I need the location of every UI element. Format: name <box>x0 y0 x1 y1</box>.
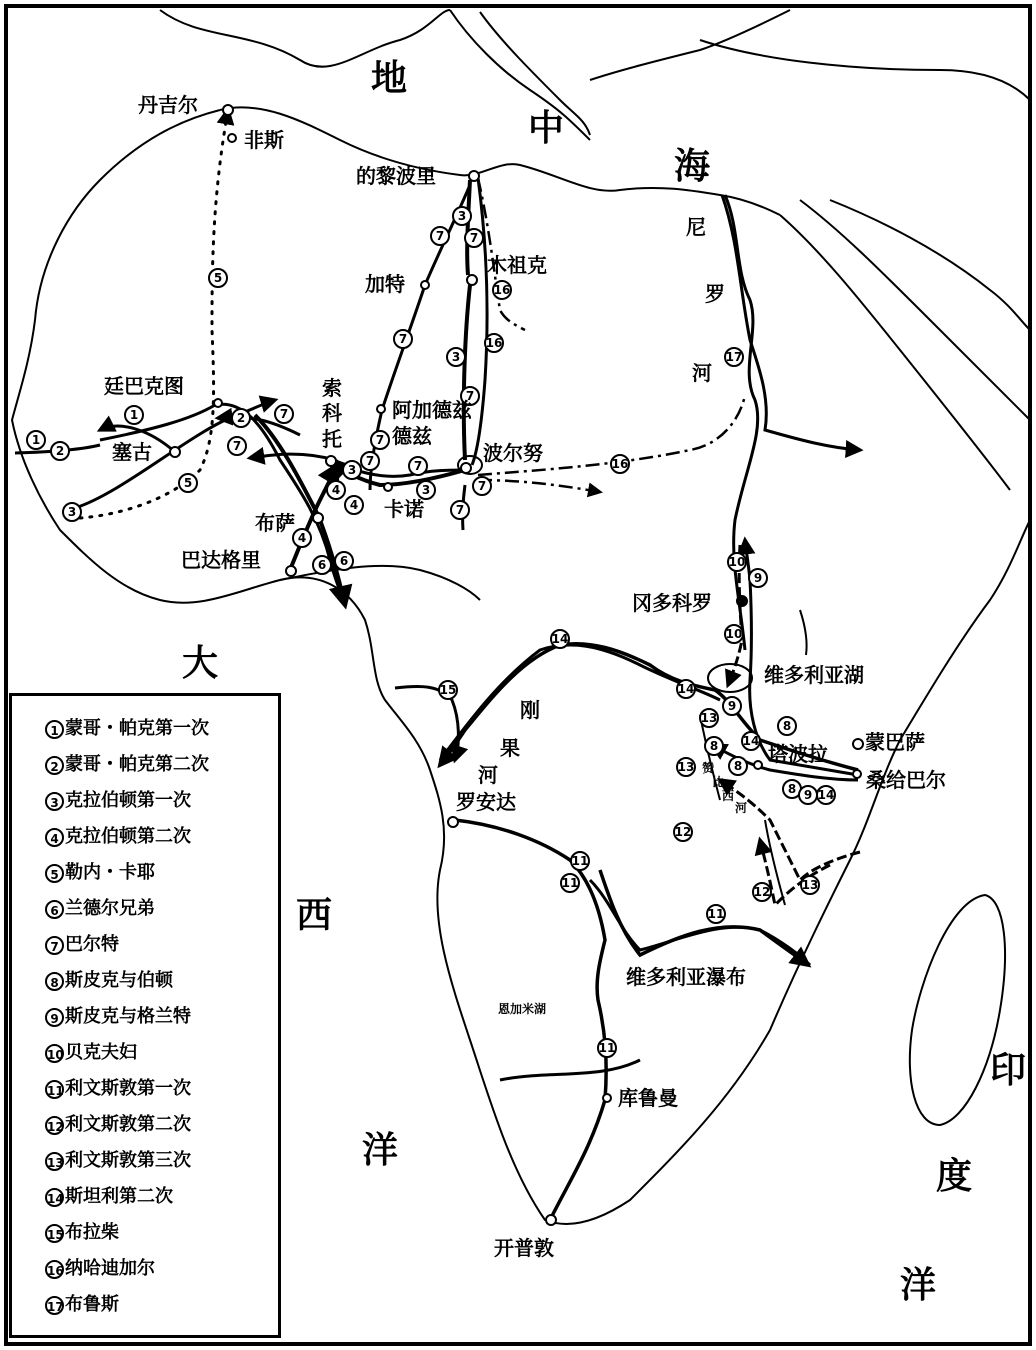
legend-item-label: 兰德尔兄弟 <box>65 898 155 919</box>
legend-item-number: 3 <box>45 792 64 811</box>
legend-item-number: 1 <box>45 720 64 739</box>
legend-item-label: 勒内・卡耶 <box>65 862 155 883</box>
legend-item-number: 13 <box>45 1152 64 1171</box>
route-11-livingstone <box>455 820 808 1220</box>
place-label-bussa: 布萨 <box>255 511 295 535</box>
place-label-tabora: 塔波拉 <box>768 742 828 766</box>
route-marker <box>361 452 379 470</box>
legend-item-label: 利文斯敦第二次 <box>65 1114 191 1135</box>
legend-item <box>45 1290 119 1316</box>
luanda-marker <box>448 817 458 827</box>
svg-text:7: 7 <box>279 407 289 421</box>
route-marker <box>431 227 449 245</box>
svg-text:16: 16 <box>485 336 503 350</box>
legend-item <box>45 1254 155 1280</box>
place-label-kano: 卡诺 <box>384 497 424 521</box>
route-marker <box>465 229 483 247</box>
svg-text:7: 7 <box>477 479 487 493</box>
cape-town-marker <box>546 1215 556 1225</box>
bornu-marker <box>461 463 471 473</box>
gondokoro-marker <box>737 596 747 606</box>
place-label-timbuktu: 廷巴克图 <box>104 374 184 398</box>
kano-marker <box>384 483 392 491</box>
sea-label-atlantic: 大 <box>182 643 219 684</box>
bussa-marker <box>313 513 323 523</box>
place-label-luanda: 罗安达 <box>456 790 516 814</box>
legend-item-label: 利文斯敦第三次 <box>65 1150 191 1171</box>
route-marker <box>674 823 692 841</box>
route-marker <box>753 883 771 901</box>
svg-text:11: 11 <box>561 876 579 890</box>
legend-item-label: 利文斯敦第一次 <box>65 1078 191 1099</box>
route-marker <box>451 501 469 519</box>
place-label-badagry: 巴达格里 <box>181 548 261 572</box>
svg-text:8: 8 <box>787 782 797 796</box>
place-label-sokoto: 科 <box>322 401 342 425</box>
route-5-caillie <box>80 110 228 518</box>
route-7-barth <box>250 178 487 490</box>
europe-coast <box>160 10 790 140</box>
legend-item-number: 16 <box>45 1260 64 1279</box>
legend-item-label: 布拉柴 <box>65 1222 119 1243</box>
svg-text:7: 7 <box>375 433 385 447</box>
legend-item-number: 14 <box>45 1188 64 1207</box>
svg-text:3: 3 <box>67 505 77 519</box>
place-label-cape-town: 开普敦 <box>494 1236 554 1260</box>
place-label-ghat: 加特 <box>365 272 405 296</box>
sea-label-atlantic: 西 <box>296 895 333 936</box>
sea-label-atlantic: 洋 <box>362 1130 399 1171</box>
route-marker <box>801 876 819 894</box>
route-marker <box>371 431 389 449</box>
place-label-tripoli: 的黎波里 <box>356 164 436 188</box>
svg-text:7: 7 <box>469 231 479 245</box>
route-marker <box>293 529 311 547</box>
route-marker <box>343 461 361 479</box>
route-marker <box>447 348 465 366</box>
route-marker <box>453 207 471 225</box>
svg-text:14: 14 <box>677 682 695 696</box>
tripoli-marker <box>469 171 479 181</box>
route-marker <box>728 553 746 571</box>
sea-label-mediterranean: 地 <box>371 58 408 99</box>
sokoto-marker <box>326 456 336 466</box>
route-marker <box>179 474 197 492</box>
fez-marker <box>228 134 236 142</box>
svg-text:14: 14 <box>817 788 835 802</box>
route-marker <box>571 852 589 870</box>
svg-text:4: 4 <box>331 483 341 497</box>
congo-river <box>440 645 720 760</box>
river-label-zambezi: 河 <box>735 801 748 815</box>
legend-item-label: 蒙哥・帕克第一次 <box>65 718 209 739</box>
gulf-coast <box>280 566 480 600</box>
legend-item <box>45 1218 119 1244</box>
legend-item-number: 10 <box>45 1044 64 1063</box>
red-sea <box>780 200 1030 490</box>
route-marker <box>51 442 69 460</box>
place-label-segou: 塞古 <box>112 440 152 464</box>
river-label-nile: 河 <box>692 361 712 385</box>
legend-item-label: 蒙哥・帕克第二次 <box>65 754 209 775</box>
svg-text:16: 16 <box>611 457 629 471</box>
zanzibar-marker <box>853 770 861 778</box>
svg-text:7: 7 <box>365 454 375 468</box>
svg-text:10: 10 <box>725 627 743 641</box>
legend-item-number: 6 <box>45 900 64 919</box>
legend-item-label: 克拉伯顿第二次 <box>65 826 191 847</box>
orange-river <box>500 1060 640 1080</box>
route-marker <box>439 681 457 699</box>
route-marker <box>228 437 246 455</box>
place-label-kuruman: 库鲁曼 <box>618 1086 678 1110</box>
route-marker <box>551 630 569 648</box>
route-marker <box>232 409 250 427</box>
svg-text:9: 9 <box>803 788 813 802</box>
place-label-sokoto: 索 <box>322 376 342 400</box>
legend-item-label: 斯皮克与伯顿 <box>65 970 173 991</box>
sea-label-indian: 度 <box>936 1156 973 1197</box>
route-marker <box>27 431 45 449</box>
timbuktu-marker <box>214 399 222 407</box>
arabia <box>830 200 1030 330</box>
river-label-nile: 罗 <box>705 282 725 306</box>
route-marker <box>725 625 743 643</box>
route-marker <box>493 281 511 299</box>
legend-item-number: 17 <box>45 1296 64 1315</box>
svg-text:3: 3 <box>451 350 461 364</box>
svg-text:16: 16 <box>493 283 511 297</box>
legend-item-number: 2 <box>45 756 64 775</box>
svg-text:14: 14 <box>742 734 760 748</box>
legend <box>9 693 281 1338</box>
route-marker <box>817 786 835 804</box>
place-label-tangier: 丹吉尔 <box>138 93 198 117</box>
svg-text:8: 8 <box>782 719 792 733</box>
place-label-bornu: 波尔努 <box>483 441 543 465</box>
route-marker <box>598 1039 616 1057</box>
route-marker <box>707 905 725 923</box>
route-marker <box>723 697 741 715</box>
legend-item-label: 斯坦利第二次 <box>65 1186 173 1207</box>
svg-text:1: 1 <box>31 433 41 447</box>
legend-item <box>45 714 209 740</box>
river-label-zambezi: 西 <box>722 789 735 803</box>
sea-label-mediterranean: 海 <box>674 146 711 187</box>
svg-text:3: 3 <box>347 463 357 477</box>
legend-item-number: 9 <box>45 1008 64 1027</box>
legend-item-label: 斯皮克与格兰特 <box>65 1006 191 1027</box>
route-marker <box>394 330 412 348</box>
place-label-agadez-2: 德兹 <box>392 424 432 448</box>
murzuk-marker <box>467 275 477 285</box>
svg-text:8: 8 <box>733 759 743 773</box>
svg-text:9: 9 <box>753 571 763 585</box>
svg-text:9: 9 <box>727 699 737 713</box>
mombasa-marker <box>853 739 863 749</box>
route-marker <box>611 455 629 473</box>
legend-item-number: 7 <box>45 936 64 955</box>
svg-text:14: 14 <box>551 632 569 646</box>
river-label-congo: 果 <box>500 736 520 760</box>
svg-text:5: 5 <box>183 476 193 490</box>
svg-text:7: 7 <box>465 389 475 403</box>
route-marker <box>778 717 796 735</box>
legend-item-label: 克拉伯顿第一次 <box>65 790 191 811</box>
legend-item <box>45 1074 191 1100</box>
svg-text:17: 17 <box>725 350 743 364</box>
legend-item <box>45 1146 191 1172</box>
place-label-fez: 非斯 <box>244 128 284 152</box>
svg-text:13: 13 <box>801 878 819 892</box>
legend-item-number: 12 <box>45 1116 64 1135</box>
anatolia <box>700 40 1030 100</box>
route-marker <box>63 503 81 521</box>
route-marker <box>677 680 695 698</box>
legend-item-label: 布鲁斯 <box>65 1294 119 1315</box>
sea-label-indian: 洋 <box>900 1265 937 1306</box>
legend-item <box>45 750 209 776</box>
river-label-zambezi: 赞 <box>702 761 715 775</box>
legend-item-number: 5 <box>45 864 64 883</box>
river-label-congo: 刚 <box>520 698 540 722</box>
svg-text:8: 8 <box>709 739 719 753</box>
river-label-zambezi: 比 <box>712 775 725 789</box>
legend-item <box>45 1038 137 1064</box>
legend-item <box>45 894 155 920</box>
svg-text:11: 11 <box>707 907 725 921</box>
svg-text:6: 6 <box>339 554 349 568</box>
place-label-lake-ngami: 恩加米湖 <box>498 1002 547 1016</box>
route-marker <box>345 496 363 514</box>
svg-text:12: 12 <box>753 885 771 899</box>
svg-text:10: 10 <box>728 555 746 569</box>
place-label-zanzibar: 桑给巴尔 <box>866 768 946 792</box>
badagry-marker <box>286 566 296 576</box>
place-label-gondokoro: 冈多科罗 <box>632 591 712 615</box>
route-marker <box>742 732 760 750</box>
svg-text:5: 5 <box>213 271 223 285</box>
route-marker <box>561 874 579 892</box>
svg-text:11: 11 <box>571 854 589 868</box>
route-marker <box>335 552 353 570</box>
svg-text:2: 2 <box>236 411 246 425</box>
route-marker <box>473 477 491 495</box>
place-label-victoria-falls: 维多利亚瀑布 <box>626 965 746 989</box>
svg-text:6: 6 <box>317 558 327 572</box>
place-label-murzuk: 木祖克 <box>487 253 547 277</box>
svg-text:4: 4 <box>349 498 359 512</box>
legend-item-label: 巴尔特 <box>65 934 119 955</box>
segou-marker <box>170 447 180 457</box>
legend-item-label: 纳哈迪加尔 <box>65 1258 155 1279</box>
route-marker <box>700 709 718 727</box>
legend-item <box>45 1110 191 1136</box>
svg-text:15: 15 <box>439 683 457 697</box>
river-label-congo: 河 <box>478 763 498 787</box>
svg-text:4: 4 <box>297 531 307 545</box>
route-marker <box>485 334 503 352</box>
tabora-marker <box>754 761 762 769</box>
sea-label-indian: 印 <box>990 1050 1027 1091</box>
svg-text:2: 2 <box>55 444 65 458</box>
sea-label-mediterranean: 中 <box>528 108 565 149</box>
tangier-marker <box>223 105 233 115</box>
svg-text:12: 12 <box>674 825 692 839</box>
route-marker <box>209 269 227 287</box>
svg-text:7: 7 <box>413 459 423 473</box>
zambezi-river <box>590 880 810 965</box>
route-marker <box>799 786 817 804</box>
place-label-agadez: 阿加德兹 <box>392 398 472 422</box>
legend-item-label: 贝克夫妇 <box>65 1042 137 1063</box>
legend-item-number: 15 <box>45 1224 64 1243</box>
legend-item <box>45 1182 173 1208</box>
lake-albert <box>800 610 807 655</box>
ghat-marker <box>421 281 429 289</box>
svg-text:7: 7 <box>455 503 465 517</box>
legend-item <box>45 858 155 884</box>
place-label-lake-victoria: 维多利亚湖 <box>764 663 864 687</box>
legend-item <box>45 966 173 992</box>
svg-text:3: 3 <box>421 483 431 497</box>
route-marker <box>725 348 743 366</box>
route-marker <box>677 758 695 776</box>
route-marker <box>125 406 143 424</box>
route-marker <box>327 481 345 499</box>
route-marker <box>729 757 747 775</box>
legend-item <box>45 786 191 812</box>
svg-text:3: 3 <box>457 209 467 223</box>
place-label-sokoto: 托 <box>322 427 342 451</box>
route-marker <box>275 405 293 423</box>
route-marker <box>313 556 331 574</box>
route-marker <box>409 457 427 475</box>
route-marker <box>749 569 767 587</box>
svg-text:7: 7 <box>435 229 445 243</box>
route-marker <box>705 737 723 755</box>
svg-text:1: 1 <box>129 408 139 422</box>
svg-text:13: 13 <box>677 760 695 774</box>
legend-item-number: 4 <box>45 828 64 847</box>
svg-text:7: 7 <box>398 332 408 346</box>
svg-text:7: 7 <box>232 439 242 453</box>
legend-item-number: 8 <box>45 972 64 991</box>
legend-item-number: 11 <box>45 1080 64 1099</box>
agadez-marker <box>377 405 385 413</box>
legend-item <box>45 930 119 956</box>
legend-item <box>45 1002 191 1028</box>
svg-text:13: 13 <box>700 711 718 725</box>
legend-item <box>45 822 191 848</box>
svg-text:11: 11 <box>598 1041 616 1055</box>
river-label-nile: 尼 <box>686 215 706 239</box>
kuruman-marker <box>603 1094 611 1102</box>
place-label-mombasa: 蒙巴萨 <box>865 730 925 754</box>
